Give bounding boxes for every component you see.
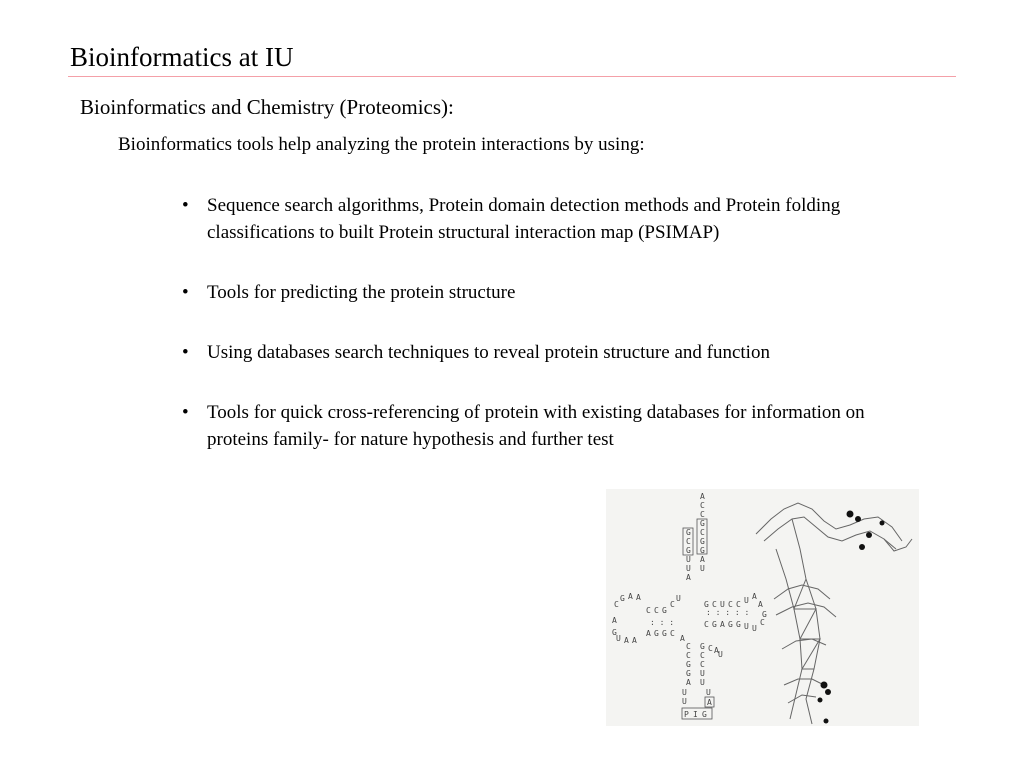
svg-text:A: A xyxy=(646,629,651,638)
svg-text:U: U xyxy=(700,564,705,573)
svg-text:I: I xyxy=(693,710,698,719)
svg-text:A: A xyxy=(686,678,691,687)
svg-text:C: C xyxy=(700,501,705,510)
svg-text:C: C xyxy=(700,651,705,660)
svg-text:C: C xyxy=(686,651,691,660)
svg-text:C: C xyxy=(646,606,651,615)
title-divider xyxy=(68,76,956,77)
bullet-item xyxy=(182,399,902,453)
svg-text:U: U xyxy=(718,650,723,659)
svg-text:: : : : :: : : : : : xyxy=(706,608,750,617)
svg-text:A: A xyxy=(628,592,633,601)
svg-text:C: C xyxy=(670,600,675,609)
svg-text:G: G xyxy=(700,642,705,651)
svg-text:C: C xyxy=(728,600,733,609)
svg-text:A: A xyxy=(686,573,691,582)
svg-text:U: U xyxy=(686,555,691,564)
svg-text:A: A xyxy=(720,620,725,629)
ribbon-markers xyxy=(818,511,885,724)
svg-text:G: G xyxy=(700,537,705,546)
svg-text:C: C xyxy=(700,660,705,669)
svg-text:C: C xyxy=(686,537,691,546)
svg-text:A: A xyxy=(612,616,617,625)
bullet-text: Tools for predicting the protein structure xyxy=(207,282,516,303)
svg-text:U: U xyxy=(700,669,705,678)
svg-text:A: A xyxy=(680,634,685,643)
svg-text:G: G xyxy=(662,629,667,638)
bullet-dot: • xyxy=(182,402,189,423)
bullet-list xyxy=(182,192,902,486)
intro-text: Bioinformatics tools help analyzing the protein interactions by using: xyxy=(118,134,645,155)
section-heading: Bioinformatics and Chemistry (Proteomics): xyxy=(80,95,454,119)
svg-text:U: U xyxy=(752,624,757,633)
svg-text:G: G xyxy=(702,710,707,719)
slide-title: Bioinformatics at IU xyxy=(70,42,294,72)
trna-structure-illustration xyxy=(606,489,919,726)
svg-text:C: C xyxy=(700,510,705,519)
svg-text:C: C xyxy=(614,600,619,609)
svg-text:U: U xyxy=(744,622,749,631)
bullet-text: Tools for quick cross-referencing of protein with existing databases for information on proteins family- for nature hypothesis and further test xyxy=(207,402,865,450)
svg-text:A: A xyxy=(700,555,705,564)
svg-text:G: G xyxy=(736,620,741,629)
svg-text:C: C xyxy=(700,528,705,537)
svg-text:C: C xyxy=(708,644,713,653)
bullet-dot: • xyxy=(182,195,189,216)
svg-text:G: G xyxy=(704,600,709,609)
svg-text:C: C xyxy=(712,600,717,609)
svg-text:A: A xyxy=(758,600,763,609)
bullet-item xyxy=(182,339,902,366)
svg-text:G: G xyxy=(686,528,691,537)
svg-text:A: A xyxy=(714,646,719,655)
svg-text:U: U xyxy=(686,564,691,573)
svg-text:U: U xyxy=(676,594,681,603)
svg-text:G: G xyxy=(762,610,767,619)
svg-text:A: A xyxy=(752,592,757,601)
svg-text:A: A xyxy=(636,593,641,602)
svg-text:G: G xyxy=(728,620,733,629)
svg-text:A: A xyxy=(700,492,705,501)
svg-text:A: A xyxy=(632,636,637,645)
svg-text:G: G xyxy=(700,519,705,528)
svg-text:G: G xyxy=(686,546,691,555)
svg-text:C: C xyxy=(686,642,691,651)
trna-structure-figure xyxy=(606,489,919,726)
svg-text:U: U xyxy=(744,596,749,605)
svg-text:G: G xyxy=(654,629,659,638)
bullet-item xyxy=(182,192,902,246)
svg-text:A: A xyxy=(707,698,712,707)
bullet-text: Sequence search algorithms, Protein domain detection methods and Protein folding classifications to built Protein structural interaction map (PSIMAP) xyxy=(207,195,841,243)
svg-text:C: C xyxy=(654,606,659,615)
svg-text:G: G xyxy=(686,669,691,678)
svg-text:U: U xyxy=(682,697,687,706)
svg-text:G: G xyxy=(612,628,617,637)
svg-text:G: G xyxy=(620,594,625,603)
svg-text:C: C xyxy=(760,618,765,627)
svg-text:A: A xyxy=(624,636,629,645)
bullet-text: Using databases search techniques to reveal protein structure and function xyxy=(207,342,770,363)
svg-text:U: U xyxy=(682,688,687,697)
svg-text:G: G xyxy=(700,546,705,555)
svg-text:C: C xyxy=(704,620,709,629)
svg-text:C: C xyxy=(670,629,675,638)
svg-text:U: U xyxy=(706,688,711,697)
svg-text:G: G xyxy=(712,620,717,629)
ribbon-3d-structure xyxy=(756,503,912,724)
bullet-item xyxy=(182,279,902,306)
svg-text:U: U xyxy=(700,678,705,687)
cloverleaf-diagram xyxy=(612,492,767,719)
svg-text:U: U xyxy=(616,634,621,643)
svg-text:P: P xyxy=(684,710,689,719)
bullet-dot: • xyxy=(182,282,189,303)
svg-text:C: C xyxy=(736,600,741,609)
svg-text:G: G xyxy=(686,660,691,669)
svg-text:: : :: : : : xyxy=(650,618,675,627)
bullet-dot: • xyxy=(182,342,189,363)
svg-text:G: G xyxy=(662,606,667,615)
svg-text:U: U xyxy=(720,600,725,609)
